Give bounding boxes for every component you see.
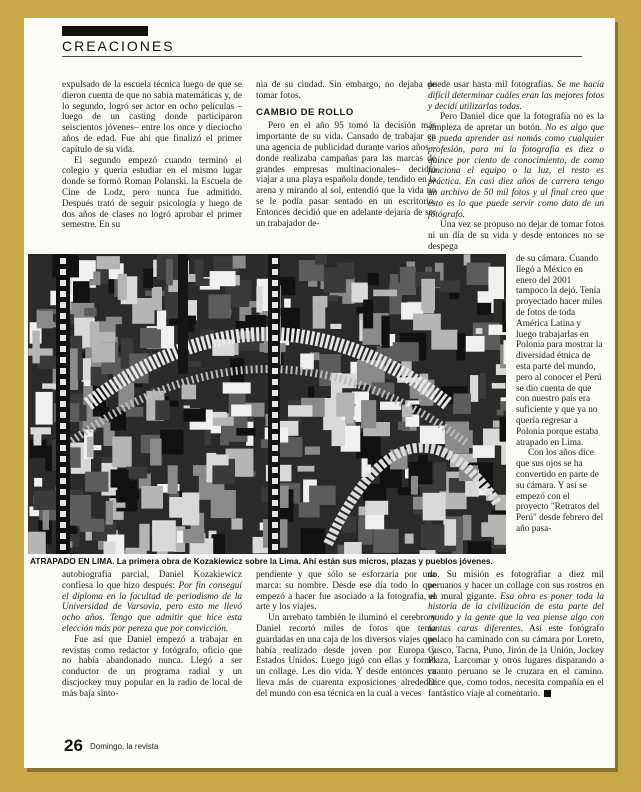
quote: Por fin conseguí el diploma en la facultad de periodismo de la Universidad de Varsovia, pero esto me llevó ocho años. Tengo que admitir que hice esta elección más por pereza que por convicción. — [62, 580, 242, 634]
quote: No es algo que se pueda aprender así nomás como cualquier profesión, para mí la fotografía es diez o quince por ciento de conocimiento, de como funciona el equipo o la luz, el resto es práctica. En casi diez años de carrera tengo un archivo de 50 mil fotos y al final creo que esto es lo que puede servir como dato de un fotógrafo. — [428, 123, 604, 220]
end-mark — [544, 690, 551, 697]
section-title: CREACIONES — [62, 38, 175, 54]
quote: Se me hacía difícil determinar cuáles eran las mejores fotos y decidí utilizarlas todas. — [428, 80, 605, 112]
column-1 — [62, 80, 242, 231]
quote: Esa obra es poner toda la historia de la civilización de esta parte del mundo y la gente que la vea piense algo con tantas caras diferentes. — [428, 591, 604, 634]
caption-label: ATRAPADO EN LIMA. — [30, 556, 115, 566]
page-number: 26 — [64, 736, 83, 755]
paragraph — [428, 112, 604, 220]
collage-image — [28, 254, 506, 554]
section-rule — [62, 56, 582, 57]
column-5 — [256, 570, 436, 700]
text: do. Su misión es fotografiar a diez mil peruanos y hacer un collage con sus rostros en un mural gigante. — [428, 570, 604, 602]
paragraph: de su cámara. Cuando llegó a México en enero del 2001 tampoco la dejó. Tenía proyectado hacer miles de fotos de toda América Latina y luego trabajarlas en Polonia para mostrar la diversidad étnica de esta parte del mundo, pero al conocer el Perú se dio cuenta de que con nuestro país era suficiente y que ya no quería regresar a Polonia porque estaba atrapado en Lima. — [516, 254, 603, 448]
subheading: CAMBIO DE ROLLO — [256, 106, 354, 118]
paragraph — [62, 570, 242, 635]
paragraph: Con los años dice que sus ojos se ha convertido en parte de su cámara. Y así se empezó con el proyecto "Retratos del Perú" desde febrero del año pasa- — [516, 448, 604, 534]
paragraph: expulsado de la escuela técnica luego de que se dieron cuenta de que no sabía matemáticas y, de lo segundo, logró ser actor en ocho películas –luego de un casting donde participaron seiscientos jóvenes– entre los once y dieciocho años de edad. Fue ahí que finalizó el primer capítulo de su vida. — [62, 80, 242, 155]
paragraph: pendiente y que sólo se esforzaría por una marca: su nombre. Desde ese día todo lo que empezó a hacer fue asociado a la fotografía, el arte y los viajes. — [256, 570, 436, 613]
paragraph: Una vez se propuso no dejar de tomar fotos ni un día de su vida y desde entonces no se despega — [428, 220, 604, 252]
collage-photo — [28, 254, 506, 554]
column-2 — [256, 80, 436, 229]
paragraph: Pero en el año 95 tomó la decisión más importante de su vida. Cansado de trabajar en una agencia de publicidad durante varios años –donde realizaba campañas para las marcas de grandes empresas multinacionales– decidió viajar a una playa española donde, tendido en la arena y mirando al sol, entendió que la vida no se le podía pasar sentado en un escritorio. Entonces decidió que en adelante dejaría de ser un trabajador de- — [256, 121, 436, 229]
column-3 — [428, 80, 604, 253]
photo-caption — [30, 556, 506, 566]
paragraph: Un arrebato también le iluminó el cerebro y Daniel recortó miles de fotos que tenía guardadas en una caja de los diversos viajes que había realizado desde joven por Europa y Estados Unidos. Luego jugó con ellas y formó un collage. Les dio vida. Y desde entonces ya lleva más de cuarenta exposiciones alrededor del mundo con esa técnica en la cual a veces — [256, 613, 436, 699]
text: Así este fotógrafo polaco ha caminado con su cámara por Loreto, Cusco, Tacna, Puno, Jirón de la Unión, Jockey Plaza, Larcomar y otros lugares disparando a cuanto peruano se le cruzara en el camino. Dice que, como todos, necesita compañía en el fantástico viaje al comentario. — [428, 623, 605, 699]
caption-text: La primera obra de Kozakiewicz sobre la Lima. Ahí están sus micros, plazas y pueblos jóvenes. — [114, 556, 493, 566]
paragraph — [428, 80, 604, 112]
column-6 — [428, 570, 604, 700]
paragraph: nia de su ciudad. Sin embargo, no dejaba de tomar fotos. — [256, 80, 436, 101]
text: puede usar hasta mil fotografías. — [428, 80, 557, 90]
paragraph — [428, 570, 604, 700]
section-bar — [62, 26, 148, 36]
text: autobiografía parcial, Daniel Kozakiewicz confiesa lo que hizo después: — [62, 570, 242, 591]
publication-name: Domingo, la revista — [90, 742, 159, 751]
paragraph: El segundo empezó cuando terminó el colegio y quería estudiar en el mismo lugar donde se formó Roman Polanski. la Escuela de Cine de Lodz, pero nunca fue admitido. Después trató de seguir psicología y luego de dos años de clases no logró aprobar el primer semestre. En su — [62, 155, 242, 231]
paragraph: Fue así que Daniel empezó a trabajar en revistas como redactor y fotógrafo, oficio que no había abandonado nunca. Llegó a ser conductor de un programa radial y un discjockey muy popular en la radio de local de más baja sinto- — [62, 634, 242, 699]
magazine-page — [24, 18, 615, 768]
column-3-continued — [516, 254, 604, 535]
column-4 — [62, 570, 242, 700]
text: Pero Daniel dice que la fotografía no es la simpleza de apretar un botón. — [428, 112, 604, 134]
